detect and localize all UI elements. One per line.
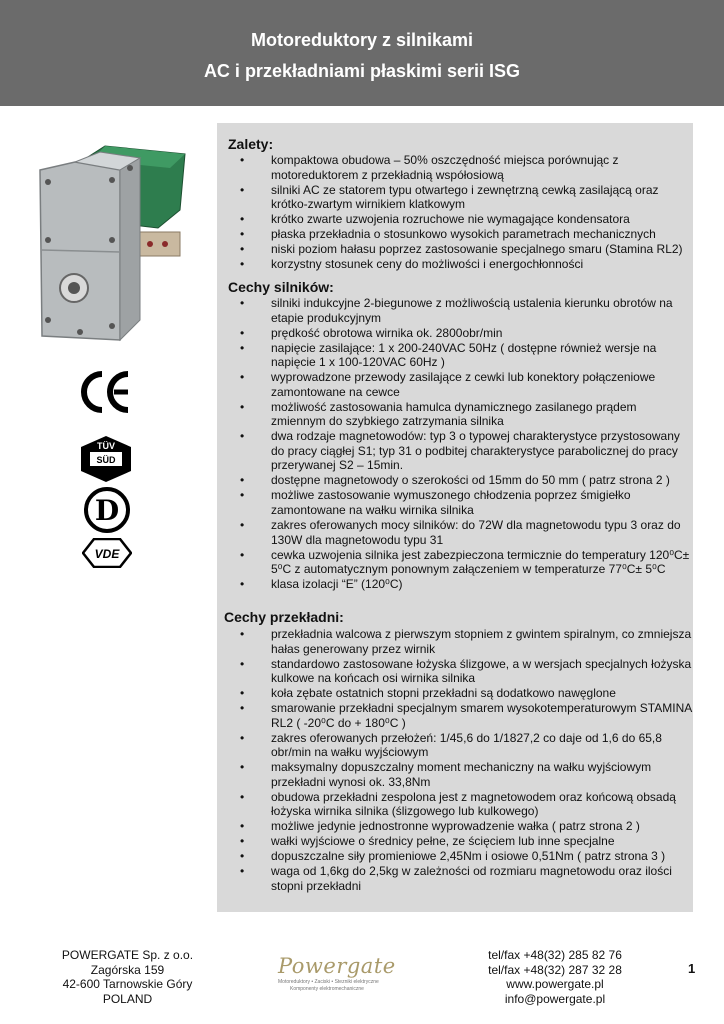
page-title-line2: AC i przekładniami płaskimi serii ISG (203, 61, 521, 81)
przekladni-list (230, 627, 692, 894)
list-item: • smarowanie przekładni specjalnym smarem wysokotemperaturowym STAMINA RL2 ( -20⁰C do + 180⁰C ) (230, 701, 692, 730)
list-item: • dostępne magnetowody o szerokości od 15mm do 50 mm ( patrz strona 2 ) (230, 473, 692, 488)
logo-tagline-2: Komponenty elektromechaniczne (290, 986, 364, 992)
svg-text:D: D (94, 494, 120, 527)
svg-text:SÜD: SÜD (96, 455, 116, 465)
ce-mark-icon (80, 370, 134, 414)
silnikow-list (230, 296, 692, 592)
list-item: • silniki indukcyjne 2-biegunowe z możliwością ustalenia kierunku obrotów na etapie produkcyjnym (230, 296, 692, 325)
list-item: • zakres oferowanych mocy silników: do 72W dla magnetowodu typu 3 oraz do 130W dla magnetowodu typu 31 (230, 518, 692, 547)
list-item: • kompaktowa obudowa – 50% oszczędność miejsca porównując z motoreduktorem z przekładnią współosiową (230, 153, 692, 182)
logo-name: Powergate (278, 954, 396, 978)
list-item: • prędkość obrotowa wirnika ok. 2800obr/min (230, 326, 692, 341)
company-name: POWERGATE Sp. z o.o. (61, 948, 194, 962)
list-item: • dopuszczalne siły promieniowe 2,45Nm i osiowe 0,51Nm ( patrz strona 3 ) (230, 849, 692, 864)
list-item: • silniki AC ze statorem typu otwartego i zewnętrzną cewką zasilającą oraz krótko-zwartym wirnikiem klatkowym (230, 183, 692, 212)
tuv-sud-mark-icon (80, 435, 132, 483)
company-address (40, 948, 215, 1006)
page-header (0, 0, 724, 106)
list-item: • płaska przekładnia o stosunkowo wysokich parametrach mechanicznych (230, 227, 692, 242)
website-link[interactable]: www.powergate.pl (506, 977, 604, 992)
list-item: • przekładnia walcowa z pierwszym stopniem z gwintem spiralnym, co zmniejsza hałas generowany przez wirnik (230, 627, 692, 656)
email-link[interactable]: info@powergate.pl (504, 991, 606, 1006)
address-city: 42-600 Tarnowskie Góry (62, 977, 193, 992)
page-title-line1: Motoreduktory z silnikami (250, 30, 474, 50)
list-item: • dwa rodzaje magnetowodów: typ 3 o typowej charakterystyce przystosowany do pracy ciągłej S1; typ 31 o podbitej charakterystyce parabolicznej do pracy przerywanej S2 – 15min. (230, 429, 692, 473)
list-item: • cewka uzwojenia silnika jest zabezpieczona termicznie do temperatury 120⁰C± 5⁰C z automatycznym ponownym załączeniem w temperaturze 77⁰C± 5⁰C (230, 548, 692, 577)
list-item: • niski poziom hałasu poprzez zastosowanie specjalnego smaru (Stamina RL2) (230, 242, 692, 257)
list-item: • napięcie zasilające: 1 x 200-240VAC 50Hz ( dostępne również wersje na napięcie 1 x 100-120VAC 60Hz ) (230, 341, 692, 370)
motor-gearbox-image (30, 140, 190, 350)
svg-text:TÜV: TÜV (97, 441, 115, 451)
logo-tagline-1: Motoreduktory • Zaciski • Stezniki elektryczne (278, 979, 379, 985)
list-item: • standardowo zastosowane łożyska ślizgowe, a w wersjach specjalnych łożyska kulkowe na końcach osi wirnika silnika (230, 657, 692, 686)
contact-info (470, 948, 640, 1006)
list-item: • waga od 1,6kg do 2,5kg w zależności od rozmiaru magnetowodu oraz ilości stopni przekładni (230, 864, 692, 893)
list-item: • wyprowadzone przewody zasilające z cewki lub konektory połączeniowe zamontowane na cewce (230, 370, 692, 399)
list-item: • wałki wyjściowe o średnicy pełne, ze ścięciem lub inne specjalne (230, 834, 692, 849)
zalety-list (230, 153, 692, 272)
list-item: • maksymalny dopuszczalny moment mechaniczny na wałku wyjściowym przekładni wynosi ok. 33,8Nm (230, 760, 692, 789)
d-mark-icon (83, 486, 131, 534)
address-street: Zagórska 159 (90, 962, 165, 977)
powergate-logo (270, 952, 396, 996)
list-item: • możliwe zastosowanie wymuszonego chłodzenia poprzez śmigiełko zamontowane na wałku wirnika silnika (230, 488, 692, 517)
page-number: 1 (688, 961, 696, 976)
section-title-przekladni: Cechy przekładni: (224, 609, 344, 625)
svg-text:VDE: VDE (94, 547, 120, 561)
phone-1: tel/fax +48(32) 285 82 76 (488, 948, 622, 962)
list-item: • korzystny stosunek ceny do możliwości i energochłonności (230, 257, 692, 272)
list-item: • zakres oferowanych przełożeń: 1/45,6 do 1/1827,2 co daje od 1,6 do 65,8 obr/min na wałku wyjściowym (230, 731, 692, 760)
list-item: • możliwość zastosowania hamulca dynamicznego zasilanego prądem zmiennym do szybkiego zatrzymania silnika (230, 400, 692, 429)
list-item: • obudowa przekładni zespolona jest z magnetowodem oraz końcową obsadą łożyska wirnika silnika (ślizgowego lub kulkowego) (230, 790, 692, 819)
list-item: • możliwe jedynie jednostronne wyprowadzenie wałka ( patrz strona 2 ) (230, 819, 692, 834)
section-title-zalety: Zalety: (228, 136, 274, 152)
list-item: • klasa izolacji “E” (120⁰C) (230, 577, 692, 592)
list-item: • krótko zwarte uzwojenia rozruchowe nie wymagające kondensatora (230, 212, 692, 227)
section-title-silnikow: Cechy silników: (228, 279, 334, 295)
list-item: • koła zębate ostatnich stopni przekładni są dodatkowo nawęglone (230, 686, 692, 701)
phone-2: tel/fax +48(32) 287 32 28 (488, 962, 622, 977)
address-country: POLAND (102, 991, 153, 1006)
vde-mark-icon (82, 538, 132, 568)
